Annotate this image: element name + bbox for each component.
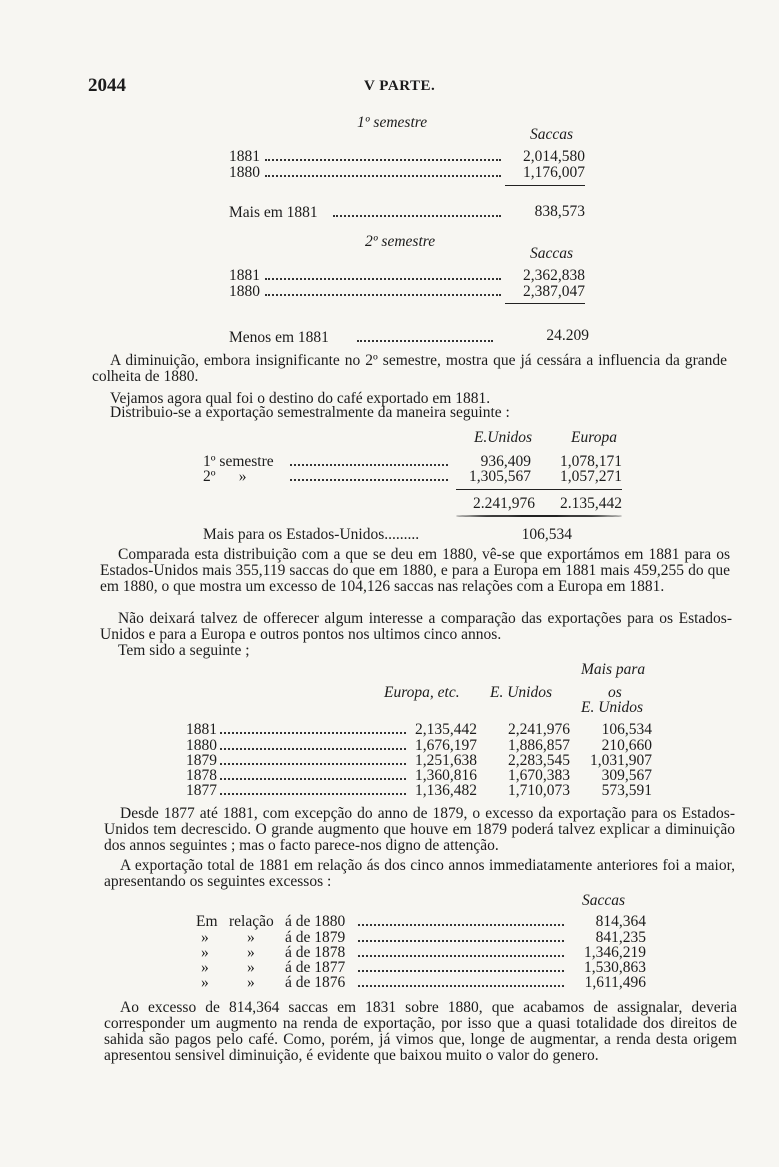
excess-row-a: »: [201, 959, 209, 976]
sem1-diff-label: Mais em 1881: [229, 204, 318, 221]
five-row-year: 1879: [186, 752, 217, 769]
sem2-row-year: 1880: [229, 283, 260, 300]
excess-row-c: á de 1880: [285, 913, 346, 930]
five-row-year: 1880: [186, 737, 217, 754]
sem1-row-year: 1881: [229, 148, 260, 165]
excess-row-b: »: [247, 959, 255, 976]
paragraph: A diminuição, embora insignificante no 2º semestre, mostra que já cessára a influencia da grande colheita de 1880.: [92, 352, 727, 385]
five-row-year: 1878: [186, 767, 217, 784]
excess-row-b: »: [247, 929, 255, 946]
paragraph: Vejamos agora qual foi o destino do café exportado em 1881.: [110, 390, 491, 407]
five-row-europa: 1,676,197: [415, 737, 477, 754]
sem1-row-value: 2,014,580: [523, 148, 585, 165]
excess-row-c: á de 1878: [285, 944, 346, 961]
excess-row-value: 1,611,496: [584, 974, 646, 991]
excess-row-a: »: [201, 944, 209, 961]
five-row-eu: 1,670,383: [508, 767, 570, 784]
five-header-europa: Europa, etc.: [384, 684, 460, 701]
dist-row-label: 2º »: [203, 468, 247, 485]
sem1-title: 1º semestre: [357, 114, 428, 131]
sem1-row-year: 1880: [229, 164, 260, 181]
excess-unit: Saccas: [582, 892, 626, 909]
excess-row-value: 814,364: [595, 913, 646, 930]
excess-row-a: Em: [196, 913, 218, 930]
five-row-europa: 2,135,442: [415, 721, 477, 738]
excess-row-value: 841,235: [595, 929, 646, 946]
excess-row-c: á de 1879: [285, 929, 346, 946]
excess-row-value: 1,346,219: [584, 944, 646, 961]
five-row-europa: 1,251,638: [415, 752, 477, 769]
excess-row-a: »: [201, 974, 209, 991]
excess-row-b: »: [247, 974, 255, 991]
sem1-row-value: 1,176,007: [523, 164, 585, 181]
dist-header-eu: E.Unidos: [473, 429, 533, 446]
dist-row-eu: 1,305,567: [469, 468, 531, 485]
paragraph: Desde 1877 até 1881, com excepção do anno de 1879, o excesso da exportação para os Estados-Unidos tem decrescido. O grande augmento que houve em 1879 poderá talvez explicar a diminuição dos annos seguintes ; mas o facto parece-nos digno de attenção.: [104, 805, 735, 854]
five-row-mais: 1,031,907: [590, 752, 652, 769]
part-title: V PARTE.: [364, 78, 436, 94]
five-row-europa: 1,136,482: [415, 782, 477, 799]
five-header-eu: E. Unidos: [490, 684, 552, 701]
dist-header-europa: Europa: [571, 429, 617, 446]
dist-row-europa: 1,078,171: [560, 453, 622, 470]
dist-row-label: 1º semestre: [203, 453, 274, 470]
five-row-eu: 1,886,857: [508, 737, 570, 754]
dist-total-eu: 2.241,976: [473, 495, 535, 512]
dist-diff-value: 106,534: [521, 526, 572, 543]
excess-row-b: »: [247, 944, 255, 961]
five-row-mais: 106,534: [601, 721, 652, 738]
paragraph: A exportação total de 1881 em relação ás dos cinco annos immediatamente anteriores foi a maior, apresentando os seguintes excessos :: [104, 857, 735, 890]
page-number: 2044: [88, 75, 126, 96]
dist-row-eu: 936,409: [480, 453, 531, 470]
five-row-mais: 309,567: [601, 767, 652, 784]
five-row-eu: 2,241,976: [508, 721, 570, 738]
sem2-row-value: 2,362,838: [523, 267, 585, 284]
dist-row-europa: 1,057,271: [560, 468, 622, 485]
five-header-mais-2: os: [608, 684, 622, 701]
paragraph: Ao excesso de 814,364 saccas em 1831 sobre 1880, que acabamos de assignalar, deveria corresponder um augmento na renda de exportação, por isso que a quasi totalidade dos direitos de sahida são pagos pelo café. Como, porém, já vimos que, longe de augmentar, a renda desta origem apresentou sensivel diminuição, é evidente que baixou muito o valor do genero.: [104, 999, 737, 1064]
five-row-mais: 210,660: [601, 737, 652, 754]
five-row-eu: 1,710,073: [508, 782, 570, 799]
sem1-unit: Saccas: [530, 126, 574, 143]
excess-row-b: relação: [229, 913, 274, 930]
five-row-year: 1877: [186, 782, 217, 799]
sem2-unit: Saccas: [530, 245, 574, 262]
dist-diff-label: Mais para os Estados-Unidos.........: [203, 526, 420, 543]
sem2-diff-label: Menos em 1881: [229, 329, 329, 346]
paragraph: Não deixará talvez de offerecer algum interesse a comparação das exportações para os Estados-Unidos e para a Europa e outros pontos nos ultimos cinco annos.: [100, 610, 732, 643]
five-row-eu: 2,283,545: [508, 752, 570, 769]
five-header-mais-3: E. Unidos: [581, 699, 643, 716]
excess-row-c: á de 1877: [285, 959, 346, 976]
paragraph: Distribuio-se a exportação semestralmente da maneira seguinte :: [110, 404, 510, 421]
excess-row-c: á de 1876: [285, 974, 346, 991]
paragraph: Tem sido a seguinte ;: [118, 642, 250, 659]
sem2-diff-value: 24.209: [546, 327, 589, 344]
sem2-row-value: 2,387,047: [523, 283, 585, 300]
paragraph: Comparada esta distribuição com a que se deu em 1880, vê-se que exportámos em 1881 para os Estados-Unidos mais 355,119 saccas do que em 1880, e para a Europa em 1881 mais 459,255 do que em 1880, o que mostra um excesso de 104,126 saccas nas relações com a Europa em 1881.: [100, 546, 730, 595]
sem2-title: 2º semestre: [365, 233, 436, 250]
excess-row-value: 1,530,863: [584, 959, 646, 976]
sem2-row-year: 1881: [229, 267, 260, 284]
sem1-diff-value: 838,573: [534, 203, 585, 220]
five-row-mais: 573,591: [601, 782, 652, 799]
five-row-year: 1881: [186, 721, 217, 738]
dist-total-europa: 2.135,442: [560, 495, 622, 512]
excess-row-a: »: [201, 929, 209, 946]
five-row-europa: 1,360,816: [415, 767, 477, 784]
five-header-mais-1: Mais para: [581, 661, 646, 678]
